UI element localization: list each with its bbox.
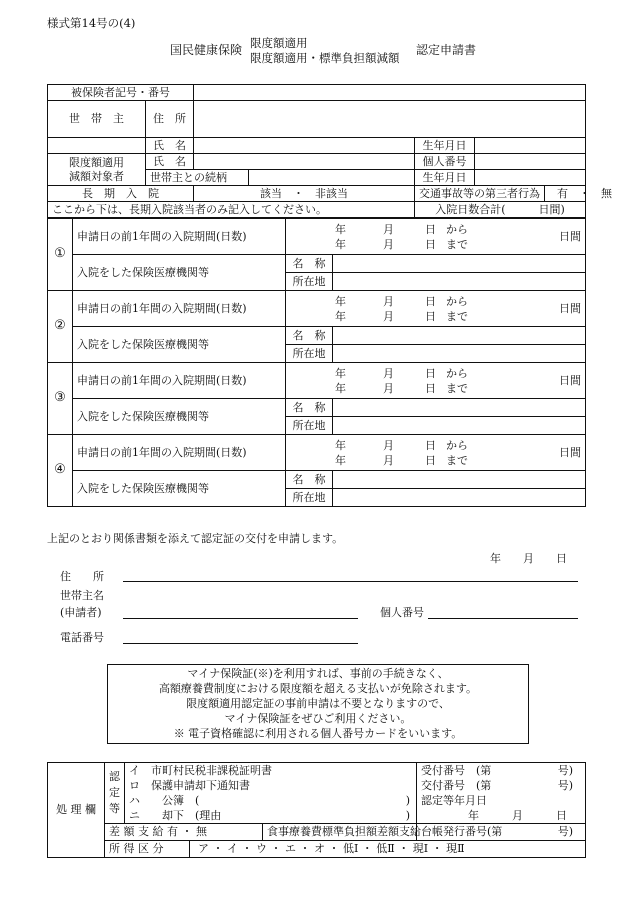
applicant-mynumber-label: 個人番号 [380,606,424,619]
hospital-name-label: 名 称 [286,399,333,417]
head-birth-field[interactable] [475,138,586,154]
day-mark: 日 [425,294,436,308]
cert-item-ha[interactable] [125,793,417,808]
date-to-mark: まで [446,453,468,467]
year-mark: 年 [335,237,346,251]
period-dates[interactable] [286,219,586,255]
hospital-name-label: 名 称 [286,471,333,489]
issue-no [417,778,586,793]
target-birth-field[interactable] [475,170,586,186]
accident-row [415,186,612,202]
insurance-name: 国民健康保険 [170,43,243,57]
applicant-head-label: 世帯主名 [60,589,104,602]
year-mark: 年 [335,366,346,380]
notice-line: マイナ保険証をぜひご利用ください。 [224,712,412,725]
date-from-mark: から [446,438,468,452]
accident-value[interactable]: 有 ・ 無 [557,187,612,200]
form-kind-line1: 限度額適用 [250,36,308,50]
date-from-row: 年 月 日 から 日間 [286,222,585,237]
applicant-label: (申請者) [60,606,102,619]
applicant-address-line[interactable] [123,581,578,582]
date-to-row [286,237,585,252]
notice-line: ※ 電子資格確認に利用される個人番号カードをいいます。 [173,727,463,740]
income-values[interactable]: ア ・ イ ・ ウ ・ エ ・ オ ・ 低Ⅰ ・ 低Ⅱ ・ 現Ⅰ ・ 現Ⅱ [198,842,465,855]
long-stay-note: ここから下は、長期入院該当者のみ記入してください。 [48,202,415,218]
date-to-row [286,453,585,468]
month-mark: 月 [383,366,394,380]
relation-label: 世帯主との続柄 [146,170,249,186]
hospital-name-label: 名 称 [286,327,333,345]
close-paren: ) [405,793,410,807]
hospital-name-field[interactable] [333,471,586,489]
cert-char: 等 [109,802,120,815]
recv-no-go: 号) [557,763,573,777]
hospital-name-field[interactable] [333,399,586,417]
notice-line: 限度額適用認定証の事前申請は不要となりますので、 [186,697,450,710]
hospital-name-field[interactable] [333,327,586,345]
year-mark: 年 [335,294,346,308]
hospital-loc-field[interactable] [333,345,586,363]
applicant-address-label: 住 所 [60,570,104,583]
date-from-mark: から [446,222,468,236]
applicant-name-line[interactable] [123,618,358,619]
hospital-loc-field[interactable] [333,417,586,435]
long-stay-label: 長 期 入 院 [48,186,194,202]
period-label: 申請日の前1年間の入院期間(日数) [73,363,286,399]
period-dates[interactable] [286,291,586,327]
period-label: 申請日の前1年間の入院期間(日数) [73,219,286,255]
period-label: 申請日の前1年間の入院期間(日数) [73,291,286,327]
day-mark: 日 [425,309,436,323]
form-id: 様式第14号の(4) [47,16,136,30]
hospital-loc-label: 所在地 [286,345,333,363]
hospital-name-label: 名 称 [286,255,333,273]
hospital-loc-label: 所在地 [286,273,333,291]
month-mark: 月 [383,381,394,395]
year-mark: 年 [335,381,346,395]
issue-no-label: 交付番号 (第 [421,778,492,792]
close-paren: ) [405,808,410,822]
head-birth-label: 生年月日 [415,138,475,154]
recv-no [417,763,586,779]
target-mynumber-field[interactable] [475,154,586,170]
period-number: ① [48,219,73,291]
month-mark: 月 [383,453,394,467]
target-birth-label: 生年月日 [415,170,475,186]
date-from-row: 年 月 日 から 日間 [286,366,585,381]
head-label: 世 帯 主 [48,101,146,138]
day-mark: 日 [425,453,436,467]
cert-item-i[interactable]: イ 市町村民税非課税証明書 [125,763,417,779]
relation-field[interactable] [249,170,415,186]
food-go: 号) [417,824,586,841]
form-title: 認定申請書 [416,43,477,57]
target-mynumber-label: 個人番号 [415,154,475,170]
date-to-row [286,309,585,324]
phone-label: 電話番号 [60,631,104,644]
period-number: ② [48,291,73,363]
day-mark: 日 [425,381,436,395]
date-to-mark: まで [446,309,468,323]
target-name-field[interactable] [194,154,415,170]
target-name-label: 氏 名 [146,154,194,170]
date-from-mark: から [446,366,468,380]
cert-item-ni-text: ニ 却下 (理由 [129,808,222,822]
notice-line: 高額療養費制度における限度額を超える支払いが免除されます。 [158,682,478,695]
hospital-loc-field[interactable] [333,489,586,507]
hospital-loc-label: 所在地 [286,489,333,507]
application-date: 年 月 日 [490,552,567,565]
cert-date-label: 認定等年月日 [417,793,586,808]
period-number: ③ [48,363,73,435]
issue-no-go: 号) [557,778,573,792]
diff-row [105,824,503,841]
income-row [105,841,586,858]
month-mark: 月 [383,309,394,323]
day-mark: 日 [425,222,436,236]
cert-char: 定 [109,786,120,799]
hospital-label: 入院をした保険医療機関等 [73,327,286,363]
notice-line: マイナ保険証(※)を利用すれば、事前の手続きなく、 [187,667,449,680]
insured-table [47,84,612,218]
year-mark: 年 [335,453,346,467]
cert-label [105,763,125,824]
cert-date-value[interactable]: 年 月 日 [417,808,586,824]
income-label: 所 得 区 分 [105,841,190,857]
cert-char: 認 [109,770,120,783]
target-label-line1: 限度額適用 [69,155,124,169]
date-from-row: 年 月 日 から 日間 [286,438,585,453]
hospital-label: 入院をした保険医療機関等 [73,255,286,291]
head-name-label: 氏 名 [146,138,194,154]
head-label-cont [48,138,146,154]
date-to-mark: まで [446,381,468,395]
hospital-label: 入院をした保険医療機関等 [73,399,286,435]
date-to-row [286,381,585,396]
day-mark: 日 [425,366,436,380]
hospital-loc-label: 所在地 [286,417,333,435]
form-kind [250,36,400,66]
cert-item-ha-text: ハ 公簿 ( [129,793,200,807]
processing-label: 処 理 欄 [48,763,105,858]
target-label-line2: 減額対象者 [69,169,124,183]
cert-item-ro[interactable]: ロ 保護申請却下通知書 [125,778,417,793]
period-label: 申請日の前1年間の入院期間(日数) [73,435,286,471]
head-name-field[interactable] [194,138,415,154]
head-address-field[interactable] [194,101,586,138]
hospital-loc-field[interactable] [333,273,586,291]
head-address-label: 住 所 [146,101,194,138]
year-mark: 年 [335,222,346,236]
hospital-label: 入院をした保険医療機関等 [73,471,286,507]
diff-label[interactable]: 差 額 支 給 有 ・ 無 [105,824,263,840]
day-mark: 日 [425,237,436,251]
date-from-mark: から [446,294,468,308]
declaration: 上記のとおり関係書類を添えて認定証の交付を申請します。 [47,532,344,545]
date-to-mark: まで [446,237,468,251]
month-mark: 月 [383,294,394,308]
recv-no-label: 受付番号 (第 [421,763,492,777]
month-mark: 月 [383,438,394,452]
month-mark: 月 [383,222,394,236]
phone-line[interactable] [123,643,358,644]
period-number: ④ [48,435,73,507]
applicant-mynumber-line[interactable] [428,618,578,619]
long-stay-value[interactable]: 該当 ・ 非該当 [194,186,415,202]
food-label: 食事療養費標準負担額差額支給台帳発行番号(第 [267,825,503,838]
year-mark: 年 [335,309,346,323]
date-from-row: 年 月 日 から 日間 [286,294,585,309]
total-days: 入院日数合計( 日間) [415,202,586,218]
period-dates[interactable] [286,435,586,471]
hospital-name-field[interactable] [333,255,586,273]
processing-table [47,762,586,858]
form-kind-line2: 限度額適用・標準負担額減額 [250,51,400,65]
day-mark: 日 [425,438,436,452]
insured-number-label: 被保険者記号・番号 [48,85,194,101]
month-mark: 月 [383,237,394,251]
period-dates[interactable] [286,363,586,399]
year-mark: 年 [335,438,346,452]
target-label [48,154,146,186]
periods-table [47,218,586,507]
notice-box [107,664,529,744]
cert-item-ni[interactable] [125,808,417,824]
insured-number-field[interactable] [194,85,586,101]
accident-label: 交通事故等の第三者行為 [415,186,545,201]
